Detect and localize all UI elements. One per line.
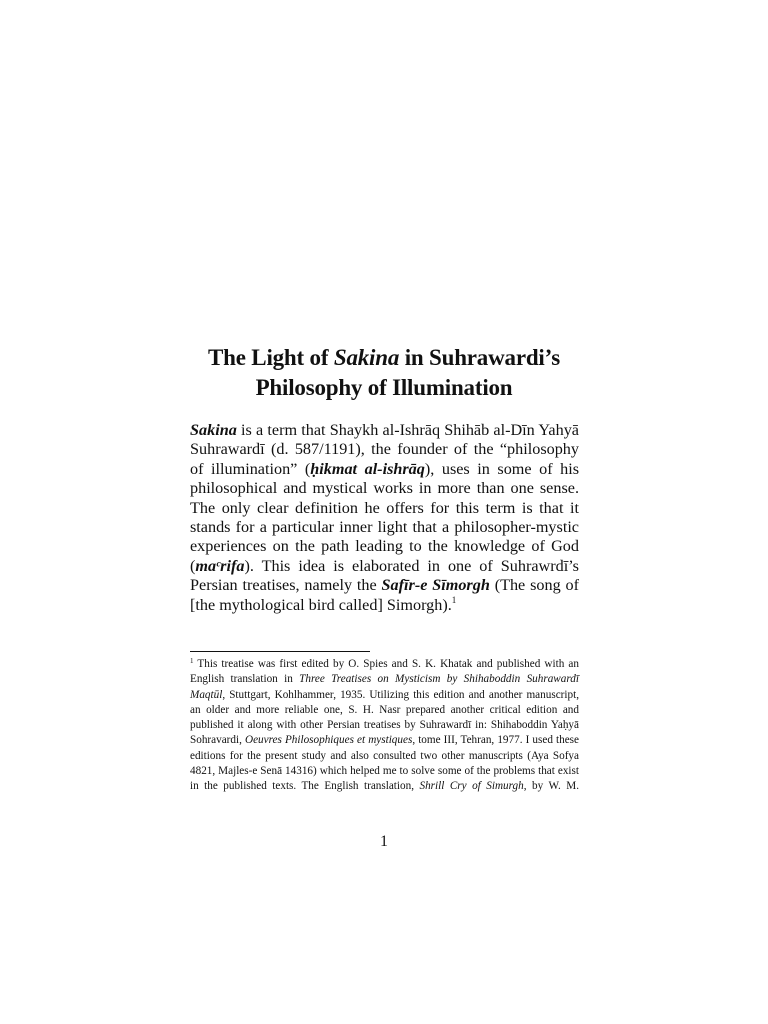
footnote-title-italic: Oeuvres Philosophiques et mystiques: [244, 734, 413, 747]
term-marifa: maᶜrifa: [195, 556, 245, 575]
paragraph-text: is a term that Shaykh al-Ishrāq Shihāb al-Dīn Yahyā Suhrawardī (d. 587/1191), the founder of the “philosophy of illumination” (: [190, 421, 579, 478]
title-line-2: Philosophy of Illumination: [255, 375, 513, 400]
term-sakina: Sakina: [190, 421, 237, 439]
paragraph-text: (The song of [the mythological bird called] Simorgh).: [190, 576, 579, 614]
footnote-text: This treatise was first edited by O. Spies and S. K. Khatak and published with an English translation in: [190, 658, 579, 686]
title-text: The Light of: [208, 345, 334, 370]
body-paragraph: [190, 421, 579, 615]
footnote-reference[interactable]: 1: [451, 594, 457, 605]
footnote-text: , tome III, Tehran, 1977. I used these editions for the present study and also consulted two other manuscripts (Aya Sofya 4821, Majles-e Senā 14316) which helped me to solve some of the problems that exist in the published texts. The English translation,: [190, 734, 579, 793]
paragraph-text: ). This idea is elaborated in one of Suhrawrdī’s Persian treatises, namely the: [190, 556, 579, 595]
footnote-marker: 1: [190, 657, 194, 665]
chapter-title: [150, 343, 618, 403]
footnote: [190, 657, 579, 795]
page-number: 1: [380, 833, 388, 850]
footnote-title-italic: Shrill Cry of Simurgh: [419, 780, 524, 793]
title-text: in Suhrawardi’s: [399, 345, 560, 370]
term-safir-e-simorgh: Safīr-e Sīmorgh: [381, 576, 490, 595]
footnote-divider: [190, 651, 370, 652]
term-hikmat-al-ishraq: ḥikmat al-ishrāq: [310, 459, 425, 478]
footnote-text: , Stuttgart, Kohlhammer, 1935. Utilizing this edition and another manuscript, an older and more reliable one, S. H. Nasr prepared another critical edition and published it along with other Persian treatises by Suhrawardī in: Shihaboddin Yaḥyā Sohravardi,: [190, 688, 579, 747]
paragraph-text: ), uses in some of his philosophical and mystical works in more than one sense. The only clear definition he offers for this term is that it stands for a particular inner light that a philosopher-mystic experiences on the path leading to the knowledge of God (: [190, 459, 580, 575]
title-italic-term: Sakina: [333, 345, 400, 370]
footnote-text: , by W. M.: [523, 780, 580, 793]
footnote-title-italic: Three Treatises on Mysticism by Shihaboddin Suhrawardī Maqtūl: [190, 673, 579, 701]
